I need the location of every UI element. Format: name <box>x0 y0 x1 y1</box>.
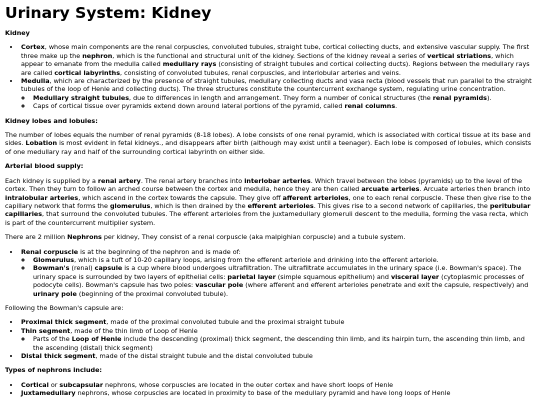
text-run: , which is the functional and structural unit of the kidney. Sections of the kidney reveal a series of <box>112 51 428 60</box>
text-run: . This gives rise to a second network of capillaries, the <box>313 201 490 210</box>
text-run: nephrons, whose corpuscles are located in proximity to base of the medullary pyramid and have long loops of Henle <box>75 389 451 398</box>
bold-term: interlobar arteries <box>244 176 311 185</box>
bold-term: Medulla <box>21 77 50 86</box>
text-run: There are 2 million <box>5 233 68 242</box>
text-run: . Arcuate arteries then branch into <box>419 185 530 194</box>
bold-term: parietal layer <box>227 272 276 281</box>
text-run: per kidney, They consist of a renal corpuscle (aka malpighian corpuscle) and a tubule system. <box>101 233 406 242</box>
list-item-cortex <box>21 43 534 77</box>
bold-term: Lobation <box>25 139 58 148</box>
text-run: . <box>395 102 398 111</box>
bold-term: efferent arterioles <box>247 201 314 210</box>
text-run: . The renal artery branches into <box>140 176 245 185</box>
text-run: (simple squamous epithelium) and <box>275 272 391 281</box>
bold-term: capsule <box>94 264 123 273</box>
corpuscle-sublist <box>21 256 534 298</box>
blood-supply-paragraph <box>5 177 534 227</box>
bold-term: intralobular arteries <box>5 193 79 202</box>
text-run: , one to each renal corpuscle. These then give rise to the capillary network that forms the <box>5 193 532 210</box>
text-run: (cytoplasmic processes of podocyte cells). Bowman's capsule has two poles: <box>33 272 524 290</box>
bold-term: Cortical <box>21 380 49 389</box>
segments-list <box>5 318 534 360</box>
text-run: , due to differences in length and arrangement. They form a number of conical structures (the <box>129 93 433 102</box>
text-run: (where afferent and efferent arterioles penetrate and exit the capsule, respectively) and <box>243 281 529 290</box>
list-item-thin-segment <box>21 327 534 352</box>
text-run: is at the beginning of the nephron and is made of: <box>78 247 241 256</box>
bold-term: arcuate arteries <box>361 185 420 194</box>
list-item-medullary-straight-tubules <box>33 94 534 102</box>
text-run: (beginning of the proximal convoluted tubule). <box>76 289 229 298</box>
list-item-renal-corpuscle <box>21 248 534 298</box>
bold-term: Bowman's <box>33 264 70 273</box>
text-run: Parts of the <box>33 335 72 344</box>
text-run: , which is a tuft of 10-20 capillary loops, arising from the efferent arteriole and drinking into the efferent arteriole. <box>74 255 439 264</box>
text-run: , which ascend in the cortex towards the capsule. They give off <box>78 193 283 202</box>
text-run: , which appear to emanate from the medulla called <box>21 51 514 69</box>
text-run: Caps of cortical tissue over pyramids extend down around lateral portions of the pyramid, called <box>33 102 345 111</box>
text-run: include: <box>71 366 102 375</box>
bold-term: Medullary straight tubules <box>33 93 130 102</box>
text-run: is most evident in fetal kidneys., and disappears after birth (although may exist until a teenager). Each lobe is composed of lobules, which consists of one medullary ray and half of the surrounding cortical labyrinth on either side. <box>5 139 532 156</box>
thin-segment-sublist <box>21 335 534 352</box>
text-run: nephrons, whose corpuscles are located in the outer cortex and have short loops of Henle <box>103 380 394 389</box>
bold-term: Kidney lobes and lobules <box>5 116 96 125</box>
bold-term: Juxtamedullary <box>21 389 76 398</box>
following-paragraph <box>5 304 534 312</box>
list-item-renal-columns <box>33 102 534 110</box>
bold-term: Distal thick segment <box>21 352 96 360</box>
text-run: , which are characterized by the presence of straight tubules, medullary collecting ducts and vasa recta (blood vessels that run parallel to the straight tubules of the loop of Henle and collecting ducts). The three structures constitute the countercurrent exchange system, regulating urine concentration. <box>21 77 532 94</box>
medulla-sublist <box>21 94 534 111</box>
kidney-regions-list <box>5 43 534 110</box>
bold-term: peritubular capillaries <box>5 201 531 219</box>
list-item-proximal-thick-segment <box>21 318 534 326</box>
text-run: , which is then drained by the <box>150 201 248 210</box>
section-heading-lobes <box>5 117 534 125</box>
text-run: , consisting of convoluted tubules, renal corpuscles, and interlobular arteries and veins. <box>120 68 401 77</box>
text-run: . Which travel between the lobes (pyramids) up to the level of the cortex. Then they turn to follow an arched course between the cortex and medulla, hence they are then called <box>5 176 523 194</box>
text-run: or <box>48 380 60 389</box>
bold-term: urinary pole <box>33 289 77 298</box>
intro-paragraph <box>5 29 534 37</box>
list-item-loop-of-henle <box>33 335 534 352</box>
nephrons-paragraph <box>5 233 534 241</box>
section-heading-blood-supply <box>5 162 534 170</box>
text-run: , made of the proximal convoluted tubule and the proximal straight tubule <box>106 318 345 327</box>
text-run: Each kidney is supplied by a <box>5 176 98 185</box>
list-item-medulla <box>21 77 534 111</box>
bold-term: visceral layer <box>390 272 440 281</box>
page-title: Urinary System: Kidney <box>5 4 212 22</box>
bold-term: subcapsular <box>59 380 104 389</box>
bold-term: Glomerulus <box>33 255 75 264</box>
thin-segment-text <box>21 327 198 335</box>
text-run: (renal) <box>69 264 95 273</box>
bold-term: renal pyramids <box>432 93 487 102</box>
bold-term: Cortex <box>21 43 45 52</box>
bold-term: vertical striations <box>427 51 492 60</box>
text-run: , that surround the convoluted tubules. The efferent arterioles from the juxtamedullary glomeruli descent to the medulla, forming the vasa recta, which is part of the countercurrent multiplier system. <box>5 210 529 227</box>
renal-corpuscle-text <box>21 248 241 256</box>
list-item-bowmans-capsule <box>33 264 534 298</box>
bold-term: Types of nephrons <box>5 366 72 375</box>
text-run: Following the Bowman's capsule are: <box>5 303 124 312</box>
text-run: , whose main components are the renal corpuscles, convoluted tubules, straight tube, cortical collecting ducts, and extensive vascular supply. The first three make up the <box>21 43 530 60</box>
bold-term: cortical labyrinths <box>54 68 121 77</box>
nephron-types-list <box>5 381 534 398</box>
bold-term: glomerulus <box>109 201 151 210</box>
medulla-text <box>21 77 532 93</box>
text-run: is a cup where blood undergoes ultrafiltration. The ultrafiltrate accumulates in the urinary space (i.e. Bowman's space). The urinary space is surrounded by two layers of epithelial cells: <box>33 264 522 281</box>
text-run: The number of lobes equals the number of renal pyramids (8-18 lobes). A lobe consists of one renal pyramid, which is associated with cortical tissue at its base and sides. <box>5 131 531 148</box>
bold-term: Proximal thick segment <box>21 318 107 327</box>
bold-term: Renal corpuscle <box>21 247 79 256</box>
bold-term: Kidney <box>5 29 30 37</box>
text-run: include the descending (proximal) thick segment, the descending thin limb, and its hairpin turn, the ascending thin limb, and the ascending (distal) thick segment) <box>33 335 525 352</box>
corpuscle-list <box>5 248 534 298</box>
lobes-paragraph <box>5 131 534 156</box>
text-run: , made of the thin limb of Loop of Henle <box>70 326 198 335</box>
text-run: (consisting of straight tubules and cortical collecting ducts). Regions between the medullary rays are called <box>21 60 530 77</box>
bold-term: vascular pole <box>195 281 244 290</box>
bold-term: nephron <box>82 51 113 60</box>
bold-term: Nephrons <box>67 233 102 242</box>
bold-term: afferent arterioles <box>282 193 349 202</box>
list-item-juxtamedullary-nephrons <box>21 389 534 397</box>
bold-term: Arterial blood supply <box>5 162 81 171</box>
list-item-cortical-nephrons <box>21 381 534 389</box>
bold-term: renal artery <box>97 176 141 185</box>
text-run: : <box>80 162 84 171</box>
list-item-distal-thick-segment <box>21 352 534 360</box>
text-run: : <box>95 116 98 125</box>
text-run: , made of the distal straight tubule and the distal convoluted tubule <box>95 352 313 360</box>
list-item-glomerulus <box>33 256 534 264</box>
section-heading-nephron-types <box>5 366 534 374</box>
bold-term: renal columns <box>344 102 396 111</box>
text-run: ). <box>486 93 492 102</box>
bold-term: Thin segment <box>21 326 71 335</box>
bold-term: Loop of Henle <box>71 335 122 344</box>
bold-term: medullary rays <box>162 60 217 69</box>
